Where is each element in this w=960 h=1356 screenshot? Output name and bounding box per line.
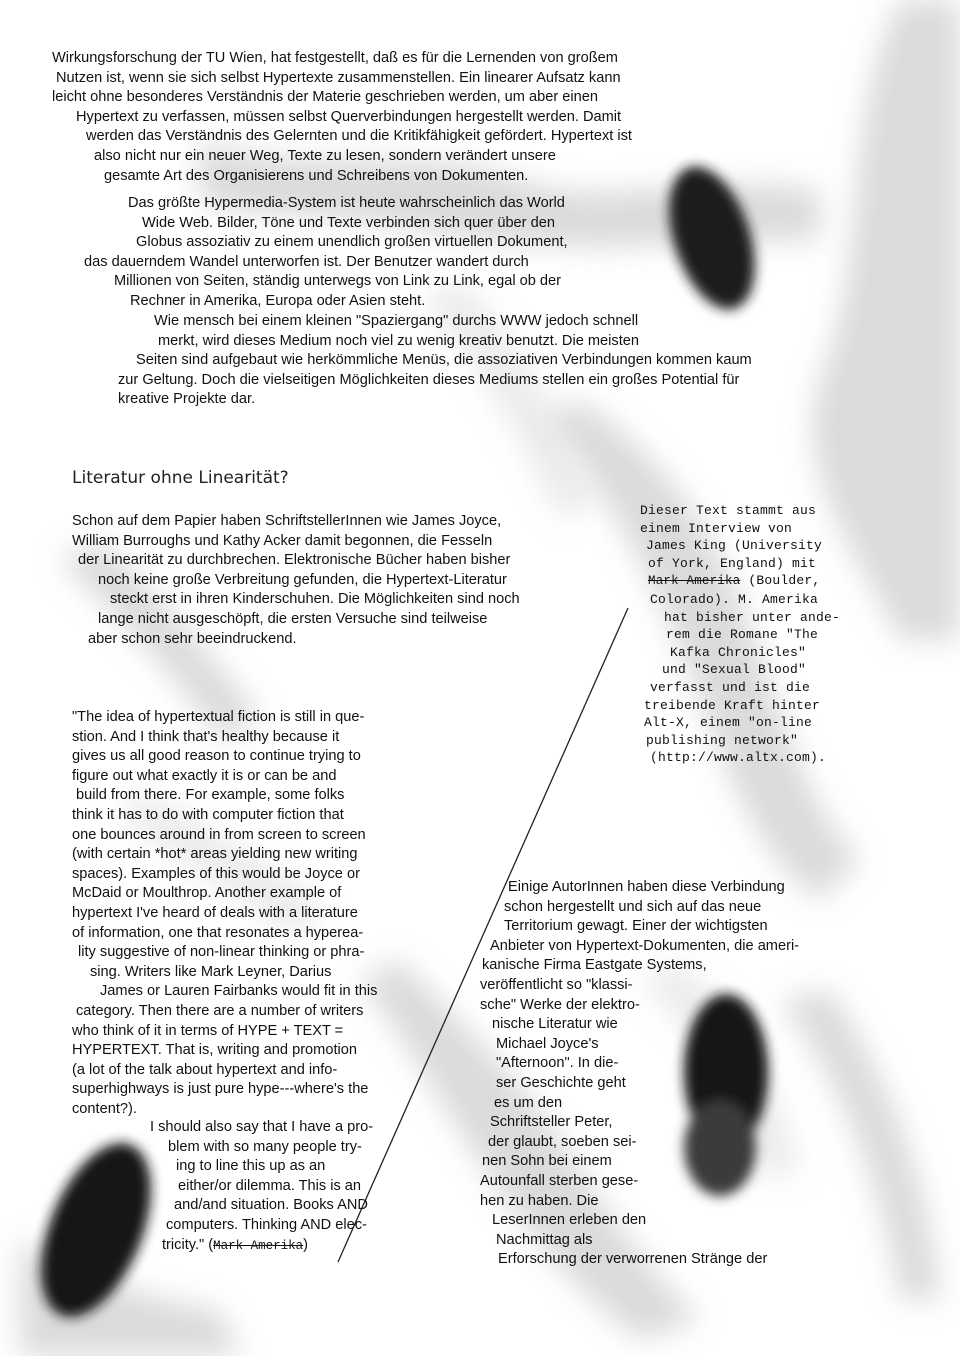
interview-quote-end bbox=[150, 1118, 373, 1256]
text-line: James King (University bbox=[646, 538, 823, 554]
text-line: lity suggestive of non-linear thinking or phra- bbox=[78, 944, 365, 961]
text-line: der Linearität zu durchbrechen. Elektronische Bücher haben bisher bbox=[78, 552, 511, 569]
text-line: treibende Kraft hinter bbox=[644, 697, 821, 713]
text-line: publishing network" bbox=[646, 732, 799, 748]
quote-suffix: ) bbox=[303, 1236, 309, 1253]
text-line: Nachmittag als bbox=[496, 1231, 593, 1248]
text-line: schon hergestellt und sich auf das neue bbox=[504, 898, 762, 915]
text-line: William Burroughs und Kathy Acker damit begonnen, die Fesseln bbox=[72, 532, 493, 549]
text-line: aber schon sehr beeindruckend. bbox=[88, 630, 297, 647]
text-line: veröffentlicht so "klassi- bbox=[480, 976, 633, 993]
sidebar-note bbox=[638, 502, 840, 767]
text-line bbox=[162, 1236, 373, 1257]
text-line: Wirkungsforschung der TU Wien, hat festgestellt, daß es für die Lernenden von großem bbox=[52, 50, 618, 66]
text-line: Seiten sind aufgebaut wie herkömmliche Menüs, die assoziativen Verbindungen kommen kaum bbox=[136, 352, 752, 369]
text-line: Colorado). M. Amerika bbox=[650, 591, 819, 607]
text-line: Autounfall sterben gese- bbox=[480, 1172, 639, 1189]
text-line: think it has to do with computer fiction that bbox=[72, 806, 344, 823]
text-line: werden das Verständnis des Gelernten und die Kritikfähigkeit gefördert. Hypertext ist bbox=[86, 128, 632, 145]
text-line: rem die Romane "The bbox=[666, 627, 819, 643]
literatur-paragraph bbox=[72, 512, 520, 649]
text-line: Rechner in Amerika, Europa oder Asien steht. bbox=[130, 292, 426, 309]
text-line: LeserInnen erleben den bbox=[492, 1212, 647, 1229]
text-line: HYPERTEXT. That is, writing and promotion bbox=[72, 1042, 357, 1059]
text-line: sing. Writers like Mark Leyner, Darius bbox=[90, 963, 332, 980]
text-line: spaces). Examples of this would be Joyce or bbox=[72, 865, 360, 882]
text-line: Territorium gewagt. Einer der wichtigsten bbox=[504, 918, 768, 935]
text-line: das dauerndem Wandel unterworfen ist. Der Benutzer wandert durch bbox=[84, 253, 529, 270]
text-line: sche" Werke der elektro- bbox=[480, 996, 640, 1013]
text-line: "The idea of hypertextual fiction is still in que- bbox=[72, 709, 365, 725]
struck-name: Mark Amerika bbox=[648, 574, 741, 589]
text-line: build from there. For example, some folks bbox=[76, 787, 345, 804]
text-line: nen Sohn bei einem bbox=[482, 1153, 612, 1170]
text-line: gesamte Art des Organisierens und Schreibens von Dokumenten. bbox=[104, 167, 529, 184]
text-line: kreative Projekte dar. bbox=[118, 391, 256, 408]
text-line: either/or dilemma. This is an bbox=[178, 1177, 362, 1194]
text-line bbox=[648, 572, 840, 591]
text-line: einem Interview von bbox=[640, 520, 793, 536]
quote-prefix: tricity." ( bbox=[162, 1236, 214, 1253]
text-line: Erforschung der verworrenen Stränge der bbox=[498, 1251, 768, 1268]
text-line: leicht ohne besonderes Verständnis der Materie geschrieben werden, um aber einen bbox=[52, 89, 598, 106]
text-line: Anbieter von Hypertext-Dokumenten, die ameri- bbox=[490, 937, 800, 954]
text-line: Hypertext zu verfassen, müssen selbst Querverbindungen hergestellt werden. Damit bbox=[76, 108, 622, 125]
text-line: Michael Joyce's bbox=[496, 1035, 599, 1052]
text-line: James or Lauren Fairbanks would fit in this bbox=[100, 983, 378, 1000]
text-line: of information, one that resonates a hyperea- bbox=[72, 924, 364, 941]
text-line: ser Geschichte geht bbox=[496, 1074, 626, 1091]
text-line: kanische Firma Eastgate Systems, bbox=[482, 957, 707, 974]
text-line: hypertext I've heard of deals with a literature bbox=[72, 904, 358, 921]
text-line: who think of it in terms of HYPE + TEXT = bbox=[72, 1022, 344, 1039]
text-line: merkt, wird dieses Medium noch viel zu wenig kreativ benutzt. Die meisten bbox=[158, 332, 639, 349]
text-line: Schon auf dem Papier haben SchriftstellerInnen wie James Joyce, bbox=[72, 513, 502, 529]
text-line: category. Then there are a number of writers bbox=[76, 1002, 364, 1019]
text-line: ing to line this up as an bbox=[176, 1158, 326, 1175]
text-line: zur Geltung. Doch die vielseitigen Möglichkeiten dieses Mediums stellen ein großes Potential für bbox=[118, 371, 740, 388]
text-line: und "Sexual Blood" bbox=[662, 662, 807, 678]
text-line: stion. And I think that's healthy because it bbox=[72, 728, 340, 745]
text-line: McDaid or Moulthrop. Another example of bbox=[72, 885, 342, 902]
name-suffix: (Boulder, bbox=[740, 573, 821, 589]
text-line: Das größte Hypermedia-System ist heute wahrscheinlich das World bbox=[128, 195, 565, 211]
text-line: nische Literatur wie bbox=[492, 1016, 618, 1033]
text-line: gives us all good reason to continue trying to bbox=[72, 748, 361, 765]
text-line: Wide Web. Bilder, Töne und Texte verbinden sich quer über den bbox=[142, 214, 555, 231]
interview-quote bbox=[72, 708, 377, 1119]
text-line: figure out what exactly it is or can be and bbox=[72, 767, 337, 784]
text-line: steckt erst in ihren Kinderschuhen. Die Möglichkeiten sind noch bbox=[110, 591, 520, 608]
text-line: computers. Thinking AND elec- bbox=[166, 1216, 367, 1233]
text-line: hen zu haben. Die bbox=[480, 1192, 599, 1209]
text-line: Globus assoziativ zu einem unendlich großen virtuellen Dokument, bbox=[136, 234, 568, 251]
text-line: blem with so many people try- bbox=[168, 1138, 362, 1155]
text-line: Nutzen ist, wenn sie sich selbst Hypertexte zusammenstellen. Ein linearer Aufsatz kann bbox=[56, 69, 621, 86]
text-line: superhighways is just pure hype---where's the bbox=[72, 1081, 369, 1098]
www-paragraph-2 bbox=[118, 312, 752, 410]
section-heading: Literatur ohne Linearität? bbox=[72, 468, 289, 488]
text-line: (a lot of the talk about hypertext and info- bbox=[72, 1061, 338, 1078]
text-line: (http://www.altx.com). bbox=[650, 750, 827, 766]
text-line: Einige AutorInnen haben diese Verbindung bbox=[508, 879, 785, 895]
text-line: (with certain *hot* areas yielding new writing bbox=[72, 846, 358, 863]
text-line: content?). bbox=[72, 1100, 137, 1117]
text-line: "Afternoon". In die- bbox=[496, 1055, 619, 1072]
eastgate-paragraph bbox=[480, 878, 799, 1270]
text-line: Schriftsteller Peter, bbox=[490, 1114, 613, 1131]
text-line: noch keine große Verbreitung gefunden, die Hypertext-Literatur bbox=[98, 571, 507, 588]
struck-name: Mark Amerika bbox=[213, 1238, 304, 1253]
text-line: Wie mensch bei einem kleinen "Spaziergang" durchs WWW jedoch schnell bbox=[154, 313, 639, 329]
text-line: der glaubt, soeben sei- bbox=[488, 1133, 637, 1150]
text-line: I should also say that I have a pro- bbox=[150, 1119, 374, 1135]
text-line: of York, England) mit bbox=[648, 555, 817, 571]
text-line: and/and situation. Books AND bbox=[174, 1197, 368, 1214]
text-line: also nicht nur ein neuer Weg, Texte zu lesen, sondern verändert unsere bbox=[94, 147, 556, 164]
text-line: one bounces around in from screen to screen bbox=[72, 826, 366, 843]
www-paragraph bbox=[80, 194, 568, 312]
text-line: es um den bbox=[494, 1094, 563, 1111]
text-line: Alt-X, einem "on-line bbox=[644, 715, 813, 731]
text-line: hat bisher unter ande- bbox=[664, 609, 841, 625]
text-line: Dieser Text stammt aus bbox=[640, 503, 817, 518]
intro-paragraph bbox=[52, 49, 632, 186]
text-line: verfasst und ist die bbox=[650, 679, 811, 695]
text-line: Kafka Chronicles" bbox=[670, 644, 807, 660]
text-line: Millionen von Seiten, ständig unterwegs von Link zu Link, egal ob der bbox=[114, 273, 562, 290]
text-line: lange nicht ausgeschöpft, die ersten Versuche sind teilweise bbox=[98, 610, 488, 627]
